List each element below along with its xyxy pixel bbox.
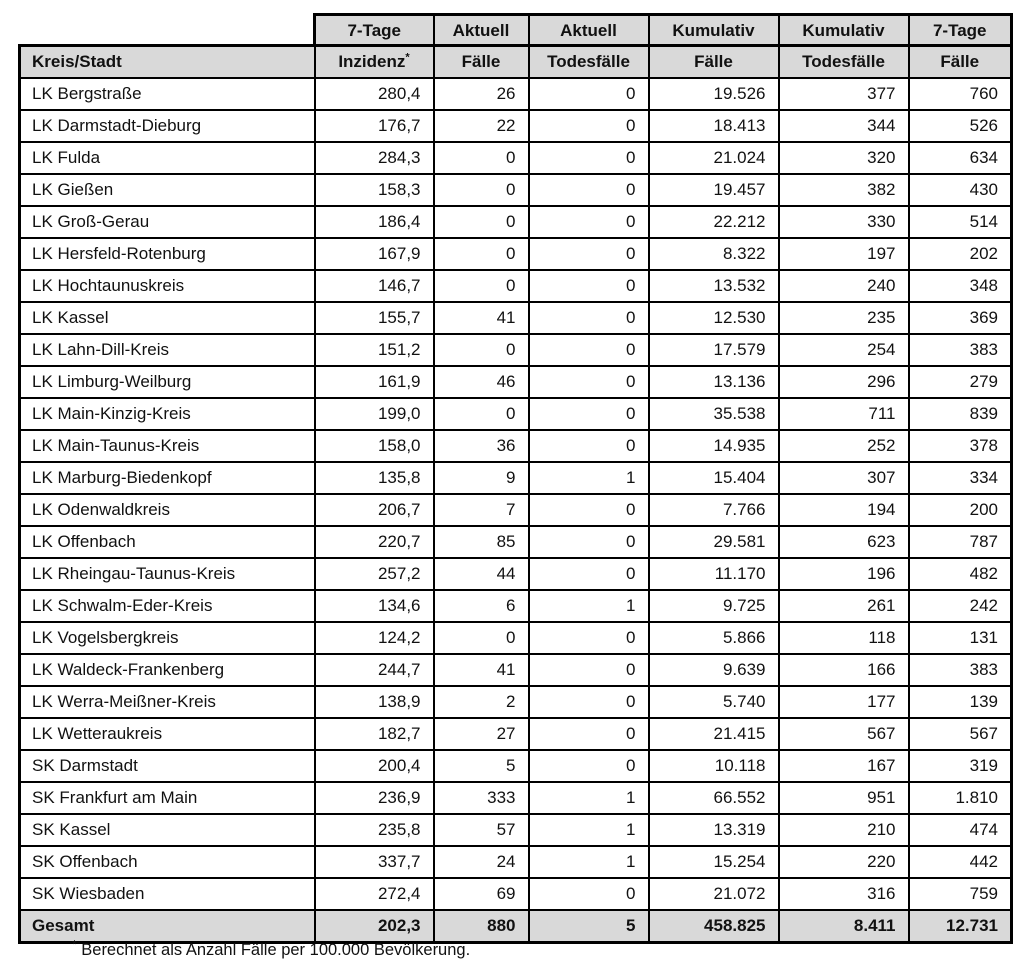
value-cell: 57 bbox=[434, 814, 529, 846]
value-cell: 0 bbox=[529, 366, 649, 398]
value-cell: 236,9 bbox=[315, 782, 434, 814]
value-cell: 0 bbox=[529, 270, 649, 302]
value-cell: 19.526 bbox=[649, 78, 779, 110]
value-cell: 254 bbox=[779, 334, 909, 366]
value-cell: 377 bbox=[779, 78, 909, 110]
value-cell: 296 bbox=[779, 366, 909, 398]
value-cell: 0 bbox=[529, 878, 649, 910]
value-cell: 760 bbox=[909, 78, 1012, 110]
value-cell: 196 bbox=[779, 558, 909, 590]
value-cell: 0 bbox=[434, 270, 529, 302]
value-cell: 199,0 bbox=[315, 398, 434, 430]
table-row bbox=[20, 846, 1012, 878]
value-cell: 200,4 bbox=[315, 750, 434, 782]
value-cell: 0 bbox=[529, 238, 649, 270]
value-cell: 12.530 bbox=[649, 302, 779, 334]
blank-header-cell bbox=[20, 15, 315, 46]
value-cell: 21.024 bbox=[649, 142, 779, 174]
district-name-cell: Gesamt bbox=[20, 910, 315, 943]
value-cell: 66.552 bbox=[649, 782, 779, 814]
value-cell: 197 bbox=[779, 238, 909, 270]
value-cell: 0 bbox=[529, 206, 649, 238]
value-cell: 623 bbox=[779, 526, 909, 558]
district-name-cell: LK Vogelsbergkreis bbox=[20, 622, 315, 654]
table-row bbox=[20, 878, 1012, 910]
district-name-cell: SK Frankfurt am Main bbox=[20, 782, 315, 814]
value-cell: 35.538 bbox=[649, 398, 779, 430]
value-cell: 15.254 bbox=[649, 846, 779, 878]
footnote-asterisk: * bbox=[72, 937, 77, 952]
value-cell: 482 bbox=[909, 558, 1012, 590]
table-row bbox=[20, 334, 1012, 366]
table-row bbox=[20, 430, 1012, 462]
value-cell: 176,7 bbox=[315, 110, 434, 142]
value-cell: 202 bbox=[909, 238, 1012, 270]
table-row bbox=[20, 206, 1012, 238]
district-name-cell: SK Wiesbaden bbox=[20, 878, 315, 910]
value-cell: 85 bbox=[434, 526, 529, 558]
table-row bbox=[20, 814, 1012, 846]
value-cell: 5 bbox=[434, 750, 529, 782]
value-cell: 5.866 bbox=[649, 622, 779, 654]
value-cell: 9 bbox=[434, 462, 529, 494]
value-cell: 279 bbox=[909, 366, 1012, 398]
header-label-row bbox=[20, 46, 1012, 78]
district-name-cell: LK Wetteraukreis bbox=[20, 718, 315, 750]
value-cell: 210 bbox=[779, 814, 909, 846]
table-row bbox=[20, 366, 1012, 398]
district-name-cell: SK Kassel bbox=[20, 814, 315, 846]
value-cell: 0 bbox=[529, 526, 649, 558]
value-cell: 21.072 bbox=[649, 878, 779, 910]
district-name-cell: LK Waldeck-Frankenberg bbox=[20, 654, 315, 686]
value-cell: 14.935 bbox=[649, 430, 779, 462]
value-cell: 320 bbox=[779, 142, 909, 174]
value-cell: 118 bbox=[779, 622, 909, 654]
district-name-cell: LK Fulda bbox=[20, 142, 315, 174]
value-cell: 151,2 bbox=[315, 334, 434, 366]
value-cell: 11.170 bbox=[649, 558, 779, 590]
value-cell: 1.810 bbox=[909, 782, 1012, 814]
value-cell: 235 bbox=[779, 302, 909, 334]
value-cell: 0 bbox=[529, 718, 649, 750]
value-cell: 951 bbox=[779, 782, 909, 814]
district-name-cell: LK Hochtaunuskreis bbox=[20, 270, 315, 302]
table-row bbox=[20, 654, 1012, 686]
value-cell: 26 bbox=[434, 78, 529, 110]
value-cell: 759 bbox=[909, 878, 1012, 910]
district-name-cell: LK Rheingau-Taunus-Kreis bbox=[20, 558, 315, 590]
value-cell: 244,7 bbox=[315, 654, 434, 686]
value-cell: 22 bbox=[434, 110, 529, 142]
value-cell: 0 bbox=[529, 558, 649, 590]
value-cell: 44 bbox=[434, 558, 529, 590]
value-cell: 280,4 bbox=[315, 78, 434, 110]
value-cell: 18.413 bbox=[649, 110, 779, 142]
value-cell: 10.118 bbox=[649, 750, 779, 782]
value-cell: 200 bbox=[909, 494, 1012, 526]
table-row bbox=[20, 398, 1012, 430]
value-cell: 1 bbox=[529, 782, 649, 814]
value-cell: 166 bbox=[779, 654, 909, 686]
value-cell: 8.411 bbox=[779, 910, 909, 943]
value-cell: 0 bbox=[529, 750, 649, 782]
value-cell: 316 bbox=[779, 878, 909, 910]
value-cell: 167,9 bbox=[315, 238, 434, 270]
value-cell: 1 bbox=[529, 814, 649, 846]
district-name-cell: LK Limburg-Weilburg bbox=[20, 366, 315, 398]
table-row bbox=[20, 462, 1012, 494]
table-row bbox=[20, 270, 1012, 302]
value-cell: 8.322 bbox=[649, 238, 779, 270]
value-cell: 0 bbox=[434, 622, 529, 654]
value-cell: 7.766 bbox=[649, 494, 779, 526]
value-cell: 0 bbox=[434, 334, 529, 366]
district-name-cell: SK Darmstadt bbox=[20, 750, 315, 782]
value-cell: 0 bbox=[434, 142, 529, 174]
value-cell: 138,9 bbox=[315, 686, 434, 718]
district-name-cell: SK Offenbach bbox=[20, 846, 315, 878]
value-cell: 0 bbox=[434, 398, 529, 430]
value-cell: 177 bbox=[779, 686, 909, 718]
value-cell: 348 bbox=[909, 270, 1012, 302]
value-cell: 139 bbox=[909, 686, 1012, 718]
value-cell: 0 bbox=[529, 334, 649, 366]
value-cell: 131 bbox=[909, 622, 1012, 654]
table-body bbox=[20, 78, 1012, 943]
value-cell: 27 bbox=[434, 718, 529, 750]
value-cell: 0 bbox=[529, 430, 649, 462]
district-name-cell: LK Main-Taunus-Kreis bbox=[20, 430, 315, 462]
value-cell: 41 bbox=[434, 302, 529, 334]
value-cell: 344 bbox=[779, 110, 909, 142]
header-kumulativ-1: Kumulativ bbox=[649, 15, 779, 46]
value-cell: 0 bbox=[529, 78, 649, 110]
value-cell: 0 bbox=[529, 174, 649, 206]
value-cell: 167 bbox=[779, 750, 909, 782]
header-aktuell-1: Aktuell bbox=[434, 15, 529, 46]
value-cell: 0 bbox=[434, 206, 529, 238]
value-cell: 21.415 bbox=[649, 718, 779, 750]
value-cell: 0 bbox=[529, 398, 649, 430]
value-cell: 0 bbox=[529, 686, 649, 718]
value-cell: 383 bbox=[909, 334, 1012, 366]
total-row bbox=[20, 910, 1012, 943]
value-cell: 442 bbox=[909, 846, 1012, 878]
value-cell: 567 bbox=[779, 718, 909, 750]
value-cell: 202,3 bbox=[315, 910, 434, 943]
value-cell: 1 bbox=[529, 846, 649, 878]
table-row bbox=[20, 78, 1012, 110]
value-cell: 307 bbox=[779, 462, 909, 494]
value-cell: 1 bbox=[529, 590, 649, 622]
header-inzidenz-label: Inzidenz bbox=[338, 52, 406, 72]
value-cell: 284,3 bbox=[315, 142, 434, 174]
footnote-text: Berechnet als Anzahl Fälle per 100.000 Bevölkerung. bbox=[76, 941, 471, 959]
header-faelle-7-tage: Fälle bbox=[909, 46, 1012, 78]
value-cell: 19.457 bbox=[649, 174, 779, 206]
value-cell: 29.581 bbox=[649, 526, 779, 558]
header-todesfaelle-kumulativ: Todesfälle bbox=[779, 46, 909, 78]
value-cell: 6 bbox=[434, 590, 529, 622]
value-cell: 378 bbox=[909, 430, 1012, 462]
district-name-cell: LK Kassel bbox=[20, 302, 315, 334]
value-cell: 46 bbox=[434, 366, 529, 398]
value-cell: 787 bbox=[909, 526, 1012, 558]
district-name-cell: LK Bergstraße bbox=[20, 78, 315, 110]
value-cell: 41 bbox=[434, 654, 529, 686]
district-name-cell: LK Lahn-Dill-Kreis bbox=[20, 334, 315, 366]
district-name-cell: LK Werra-Meißner-Kreis bbox=[20, 686, 315, 718]
value-cell: 383 bbox=[909, 654, 1012, 686]
table-row bbox=[20, 526, 1012, 558]
value-cell: 0 bbox=[529, 494, 649, 526]
table-row bbox=[20, 622, 1012, 654]
value-cell: 9.639 bbox=[649, 654, 779, 686]
header-7-tage: 7-Tage bbox=[315, 15, 434, 46]
value-cell: 330 bbox=[779, 206, 909, 238]
value-cell: 0 bbox=[529, 142, 649, 174]
value-cell: 839 bbox=[909, 398, 1012, 430]
value-cell: 337,7 bbox=[315, 846, 434, 878]
table-row bbox=[20, 110, 1012, 142]
value-cell: 182,7 bbox=[315, 718, 434, 750]
table-row bbox=[20, 590, 1012, 622]
value-cell: 458.825 bbox=[649, 910, 779, 943]
district-name-cell: LK Main-Kinzig-Kreis bbox=[20, 398, 315, 430]
header-faelle-aktuell: Fälle bbox=[434, 46, 529, 78]
value-cell: 240 bbox=[779, 270, 909, 302]
value-cell: 252 bbox=[779, 430, 909, 462]
value-cell: 526 bbox=[909, 110, 1012, 142]
value-cell: 134,6 bbox=[315, 590, 434, 622]
district-name-cell: LK Schwalm-Eder-Kreis bbox=[20, 590, 315, 622]
header-7-tage-2: 7-Tage bbox=[909, 15, 1012, 46]
value-cell: 220,7 bbox=[315, 526, 434, 558]
value-cell: 5.740 bbox=[649, 686, 779, 718]
table-row bbox=[20, 686, 1012, 718]
value-cell: 333 bbox=[434, 782, 529, 814]
value-cell: 0 bbox=[529, 302, 649, 334]
value-cell: 158,3 bbox=[315, 174, 434, 206]
district-name-cell: LK Gießen bbox=[20, 174, 315, 206]
value-cell: 124,2 bbox=[315, 622, 434, 654]
value-cell: 17.579 bbox=[649, 334, 779, 366]
district-name-cell: LK Hersfeld-Rotenburg bbox=[20, 238, 315, 270]
value-cell: 0 bbox=[529, 622, 649, 654]
value-cell: 319 bbox=[909, 750, 1012, 782]
value-cell: 186,4 bbox=[315, 206, 434, 238]
value-cell: 69 bbox=[434, 878, 529, 910]
value-cell: 36 bbox=[434, 430, 529, 462]
table-row bbox=[20, 142, 1012, 174]
value-cell: 0 bbox=[434, 238, 529, 270]
header-kreis-stadt: Kreis/Stadt bbox=[20, 46, 315, 78]
value-cell: 235,8 bbox=[315, 814, 434, 846]
value-cell: 24 bbox=[434, 846, 529, 878]
value-cell: 242 bbox=[909, 590, 1012, 622]
value-cell: 155,7 bbox=[315, 302, 434, 334]
value-cell: 1 bbox=[529, 462, 649, 494]
value-cell: 206,7 bbox=[315, 494, 434, 526]
value-cell: 12.731 bbox=[909, 910, 1012, 943]
table-row bbox=[20, 782, 1012, 814]
value-cell: 880 bbox=[434, 910, 529, 943]
table-row bbox=[20, 174, 1012, 206]
header-group-row bbox=[20, 15, 1012, 46]
value-cell: 257,2 bbox=[315, 558, 434, 590]
value-cell: 15.404 bbox=[649, 462, 779, 494]
value-cell: 261 bbox=[779, 590, 909, 622]
value-cell: 0 bbox=[529, 654, 649, 686]
value-cell: 634 bbox=[909, 142, 1012, 174]
header-inzidenz bbox=[315, 46, 434, 78]
district-name-cell: LK Groß-Gerau bbox=[20, 206, 315, 238]
value-cell: 7 bbox=[434, 494, 529, 526]
table-row bbox=[20, 238, 1012, 270]
value-cell: 158,0 bbox=[315, 430, 434, 462]
table-row bbox=[20, 302, 1012, 334]
value-cell: 13.319 bbox=[649, 814, 779, 846]
table-row bbox=[20, 558, 1012, 590]
value-cell: 0 bbox=[434, 174, 529, 206]
value-cell: 334 bbox=[909, 462, 1012, 494]
value-cell: 135,8 bbox=[315, 462, 434, 494]
value-cell: 9.725 bbox=[649, 590, 779, 622]
value-cell: 22.212 bbox=[649, 206, 779, 238]
value-cell: 369 bbox=[909, 302, 1012, 334]
header-kumulativ-2: Kumulativ bbox=[779, 15, 909, 46]
header-todesfaelle-aktuell: Todesfälle bbox=[529, 46, 649, 78]
value-cell: 514 bbox=[909, 206, 1012, 238]
value-cell: 194 bbox=[779, 494, 909, 526]
value-cell: 272,4 bbox=[315, 878, 434, 910]
footnote-marker-sup: * bbox=[405, 51, 410, 64]
table-header bbox=[20, 15, 1012, 78]
value-cell: 567 bbox=[909, 718, 1012, 750]
value-cell: 382 bbox=[779, 174, 909, 206]
header-aktuell-2: Aktuell bbox=[529, 15, 649, 46]
value-cell: 2 bbox=[434, 686, 529, 718]
value-cell: 474 bbox=[909, 814, 1012, 846]
table-row bbox=[20, 750, 1012, 782]
footnote bbox=[72, 937, 471, 960]
table-row bbox=[20, 718, 1012, 750]
district-name-cell: LK Darmstadt-Dieburg bbox=[20, 110, 315, 142]
value-cell: 13.136 bbox=[649, 366, 779, 398]
value-cell: 161,9 bbox=[315, 366, 434, 398]
district-name-cell: LK Odenwaldkreis bbox=[20, 494, 315, 526]
value-cell: 711 bbox=[779, 398, 909, 430]
covid-statistics-table bbox=[18, 13, 1013, 944]
header-faelle-kumulativ: Fälle bbox=[649, 46, 779, 78]
value-cell: 146,7 bbox=[315, 270, 434, 302]
district-name-cell: LK Offenbach bbox=[20, 526, 315, 558]
table-row bbox=[20, 494, 1012, 526]
value-cell: 5 bbox=[529, 910, 649, 943]
value-cell: 0 bbox=[529, 110, 649, 142]
district-name-cell: LK Marburg-Biedenkopf bbox=[20, 462, 315, 494]
value-cell: 13.532 bbox=[649, 270, 779, 302]
value-cell: 430 bbox=[909, 174, 1012, 206]
value-cell: 220 bbox=[779, 846, 909, 878]
